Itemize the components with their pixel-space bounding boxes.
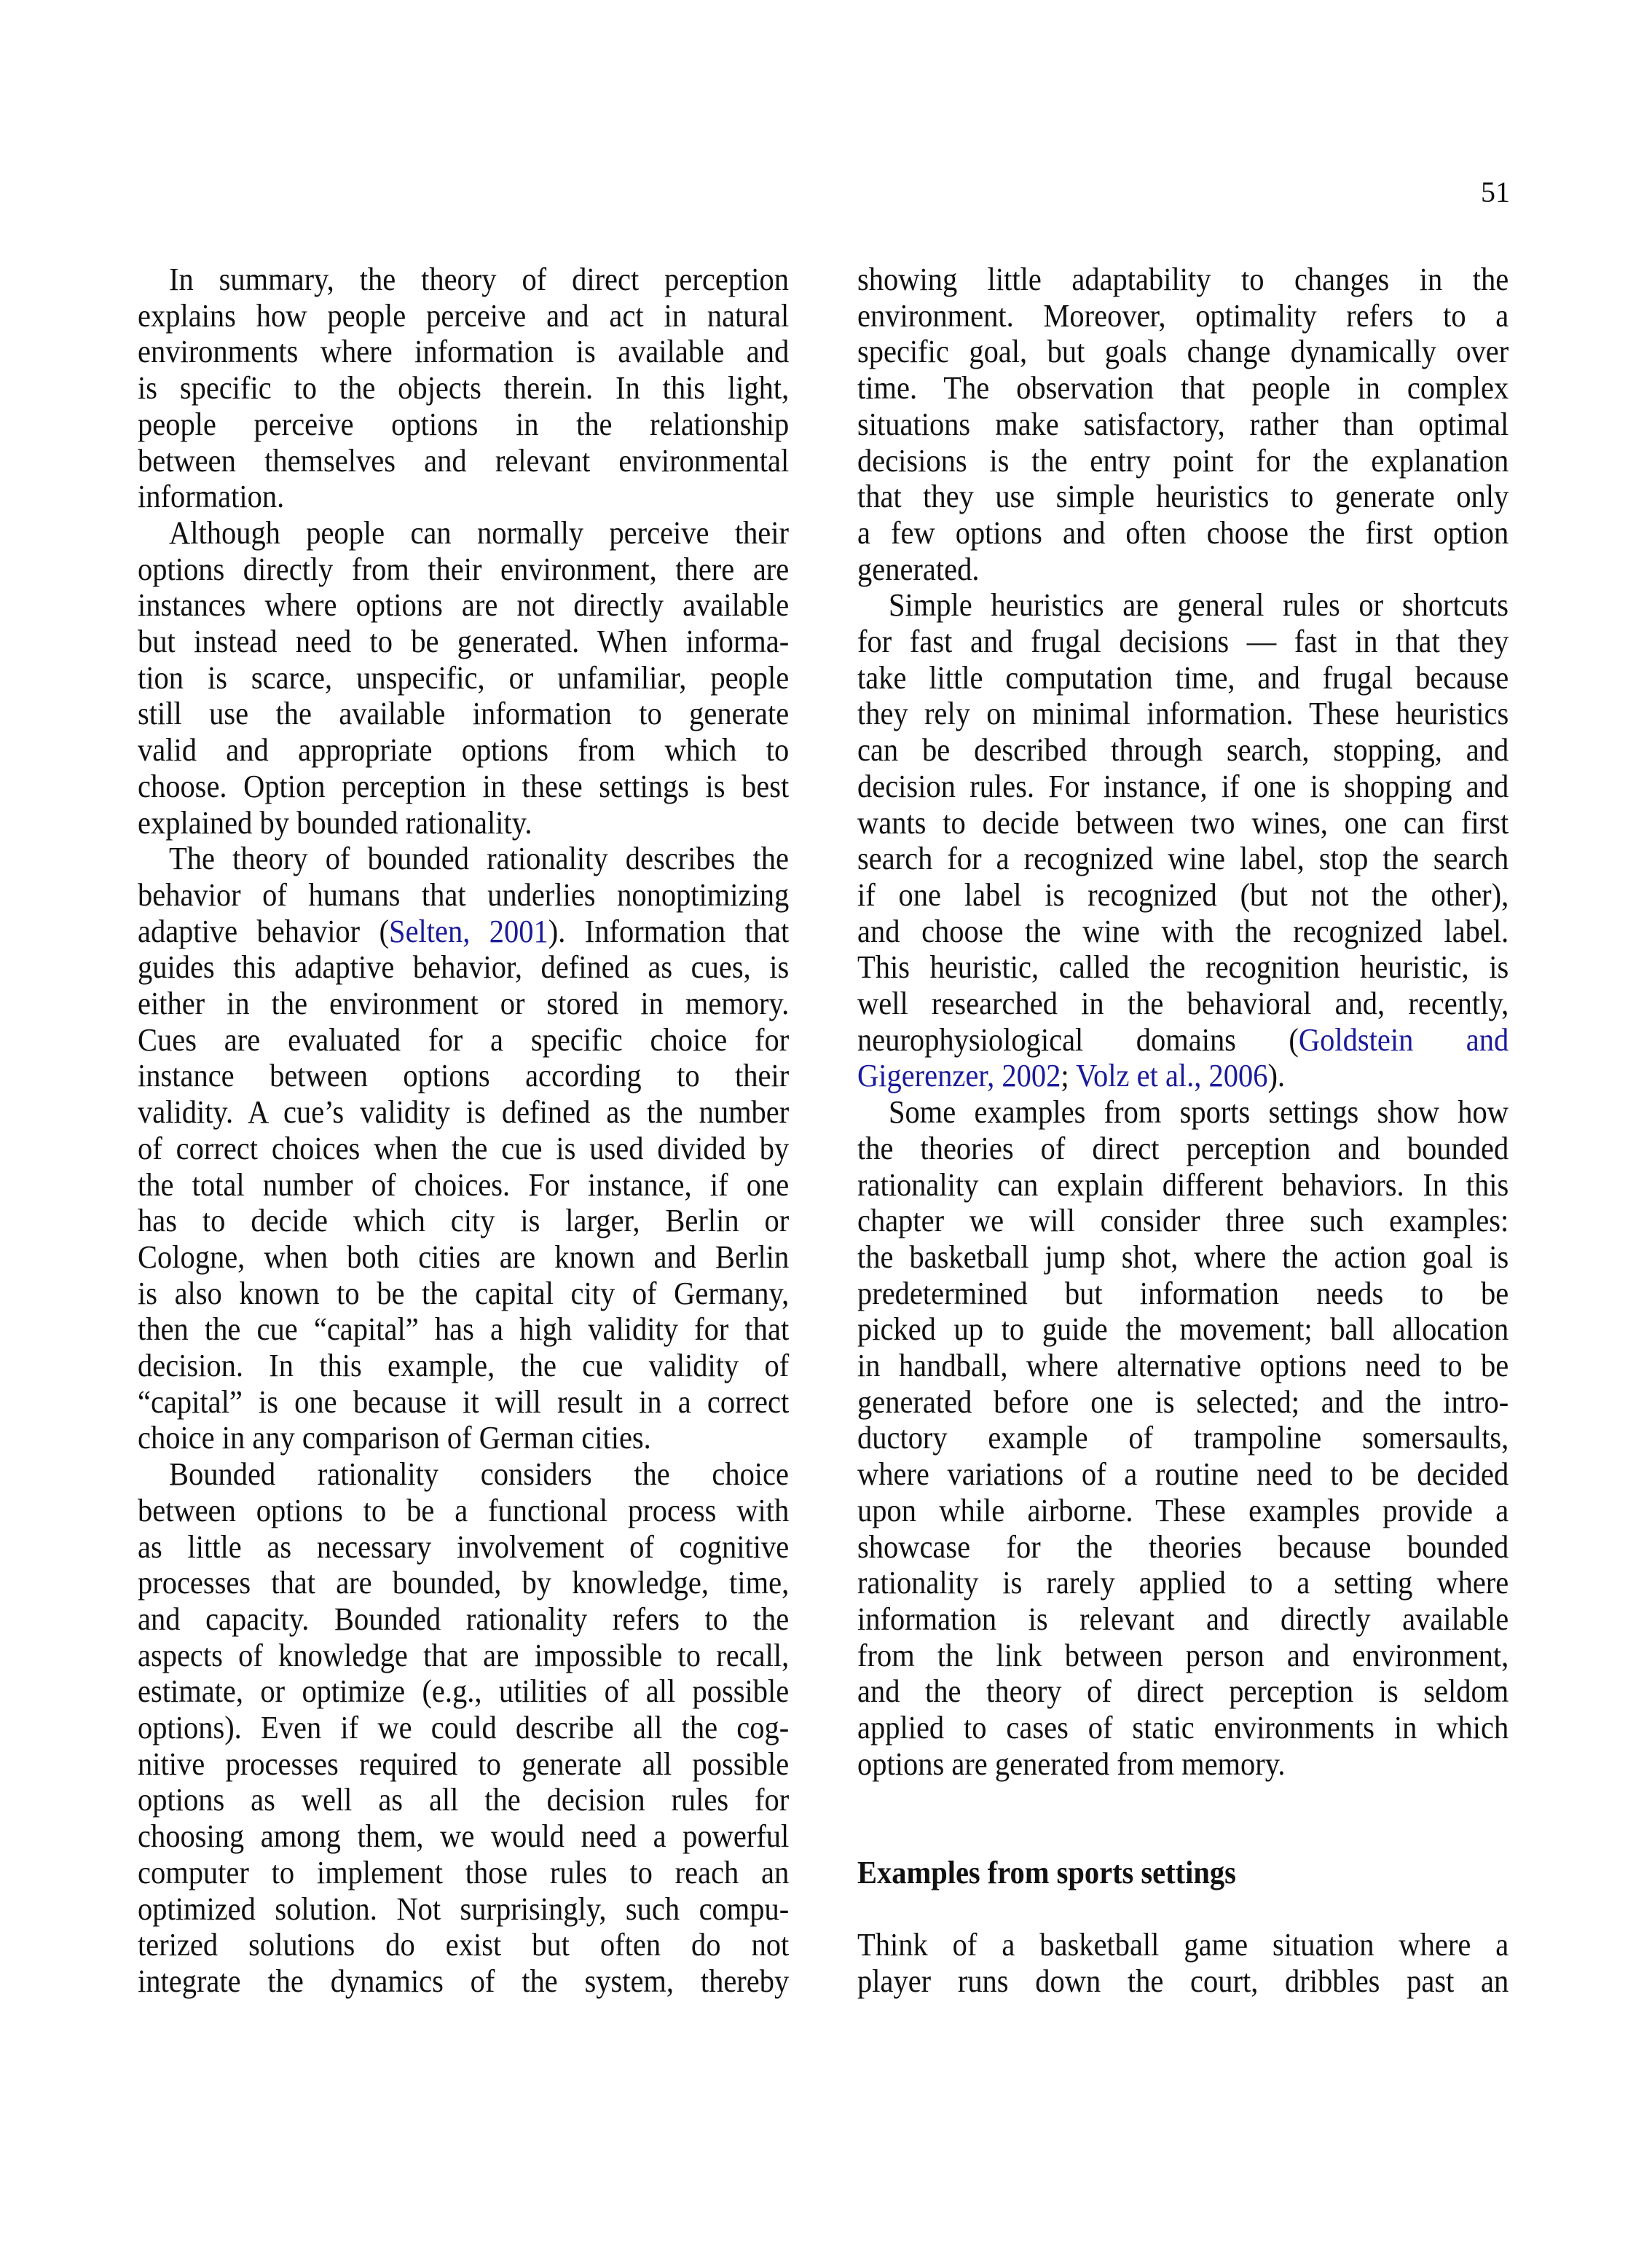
text-line: [857, 841, 1509, 877]
text-line: [138, 1746, 789, 1783]
text-line: [138, 1384, 789, 1421]
citation-link[interactable]: Selten, 2001: [389, 913, 548, 949]
text-line: [857, 1927, 1509, 1963]
text-line: [138, 696, 789, 732]
text-line: [857, 1167, 1509, 1203]
text-line: [138, 334, 789, 370]
text-segment: time. The observation that people in complex: [857, 370, 1509, 407]
text-line: [138, 914, 789, 950]
text-line: [857, 515, 1509, 551]
text-segment: adaptive behavior (: [138, 913, 390, 949]
text-segment: but instead need to be generated. When informa-: [138, 624, 790, 659]
text-segment: optimized solution. Not surprisingly, such compu-: [138, 1890, 790, 1927]
text-segment: Examples from sports settings: [857, 1854, 1236, 1890]
text-segment: nitive processes required to generate all possible: [138, 1746, 790, 1782]
text-segment: choosing among them, we would need a powerful: [138, 1818, 790, 1855]
citation-link[interactable]: Volz et al., 2006: [1076, 1058, 1268, 1094]
text-segment: specific goal, but goals change dynamically over: [857, 334, 1509, 370]
text-line: [857, 1311, 1509, 1348]
text-line: [857, 1203, 1509, 1239]
section-heading: [857, 1855, 1509, 1891]
text-line: [138, 949, 789, 986]
text-segment: for fast and frugal decisions — fast in that they: [857, 624, 1509, 659]
text-segment: and the theory of direct perception is seldom: [857, 1673, 1509, 1710]
text-line: [138, 1927, 789, 1963]
page-number: 51: [1481, 176, 1510, 208]
text-line: [857, 660, 1509, 696]
text-line: [138, 298, 789, 334]
text-segment: still use the available information to generate: [138, 696, 790, 732]
text-line: [138, 1094, 789, 1131]
text-line: [857, 696, 1509, 732]
text-line: [857, 1022, 1509, 1059]
text-line: [857, 551, 1509, 588]
text-segment: aspects of knowledge that are impossible to recall,: [138, 1637, 790, 1673]
text-line: [857, 1348, 1509, 1384]
text-line: [138, 1638, 789, 1674]
text-segment: applied to cases of static environments in which: [857, 1710, 1509, 1746]
text-line: [857, 732, 1509, 769]
text-line: [138, 1818, 789, 1855]
text-line: [138, 877, 789, 914]
text-line: [138, 1167, 789, 1203]
text-line: [857, 1638, 1509, 1674]
text-segment: can be described through search, stopping, and: [857, 732, 1509, 769]
text-segment: in handball, where alternative options need to be: [857, 1348, 1509, 1383]
text-segment: instance between options according to their: [138, 1058, 790, 1094]
text-line: [138, 986, 789, 1022]
text-line: [857, 769, 1509, 805]
text-segment: wants to decide between two wines, one can first: [857, 804, 1509, 841]
text-segment: situations make satisfactory, rather than optimal: [857, 406, 1509, 442]
text-line: [857, 443, 1509, 479]
text-segment: rationality is rarely applied to a setting where: [857, 1565, 1509, 1601]
text-segment: information.: [138, 479, 285, 515]
text-line: [857, 1384, 1509, 1421]
text-segment: Although people can normally perceive their: [169, 514, 789, 551]
text-line: [138, 769, 789, 805]
text-line: [138, 443, 789, 479]
text-segment: as little as necessary involvement of cognitive: [138, 1528, 790, 1565]
text-segment: that they use simple heuristics to generate only: [857, 479, 1509, 515]
text-segment: decisions is the entry point for the explanation: [857, 442, 1509, 479]
text-segment: guides this adaptive behavior, defined as cues, is: [138, 949, 790, 986]
text-line: [138, 1203, 789, 1239]
text-line: [857, 914, 1509, 950]
text-line: [857, 805, 1509, 841]
text-segment: options). Even if we could describe all the cog-: [138, 1710, 790, 1746]
text-segment: player runs down the court, dribbles past an: [857, 1963, 1509, 1999]
text-segment: upon while airborne. These examples provide a: [857, 1492, 1509, 1528]
text-line: [857, 1529, 1509, 1566]
text-line: [857, 1710, 1509, 1746]
text-segment: explains how people perceive and act in natural: [138, 297, 790, 334]
text-line: [138, 407, 789, 443]
text-segment: and choose the wine with the recognized label.: [857, 913, 1509, 949]
text-segment: where variations of a routine need to be decided: [857, 1456, 1509, 1493]
text-segment: a few options and often choose the first option: [857, 514, 1509, 551]
text-segment: options as well as all the decision rules for: [138, 1782, 790, 1818]
text-line: [857, 262, 1509, 298]
text-segment: is specific to the objects therein. In this light,: [138, 370, 790, 407]
text-segment: choose. Option perception in these settings is best: [138, 768, 790, 804]
text-segment: estimate, or optimize (e.g., utilities of all possible: [138, 1673, 790, 1710]
text-segment: decision rules. For instance, if one is shopping and: [857, 768, 1509, 804]
text-segment: ). Information that: [548, 913, 790, 949]
text-line: [138, 1276, 789, 1312]
text-line: [857, 1276, 1509, 1312]
text-line: [889, 587, 1509, 624]
text-segment: well researched in the behavioral and, recently,: [857, 986, 1509, 1021]
text-line: [138, 1058, 789, 1094]
text-segment: picked up to guide the movement; ball allocation: [857, 1311, 1509, 1348]
text-line: [138, 732, 789, 769]
text-line: [138, 1022, 789, 1059]
text-segment: ;: [1061, 1058, 1077, 1094]
text-segment: the basketball jump shot, where the action goal is: [857, 1238, 1509, 1275]
text-line: [169, 1456, 789, 1493]
text-line: [889, 1094, 1509, 1131]
text-segment: and capacity. Bounded rationality refers to the: [138, 1601, 790, 1637]
text-segment: Cues are evaluated for a specific choice for: [138, 1021, 790, 1058]
text-line: [138, 660, 789, 696]
text-segment: choice in any comparison of German cities.: [138, 1420, 651, 1456]
text-segment: showcase for the theories because bounded: [857, 1528, 1509, 1565]
text-segment: ductory example of trampoline somersaults,: [857, 1420, 1509, 1456]
text-segment: the theories of direct perception and bounded: [857, 1130, 1509, 1166]
text-line: [857, 1239, 1509, 1276]
text-line: [138, 1963, 789, 2000]
text-segment: explained by bounded rationality.: [138, 804, 532, 841]
text-line: [857, 986, 1509, 1022]
text-line: [857, 1420, 1509, 1456]
text-line: [138, 1710, 789, 1746]
text-segment: between themselves and relevant environmental: [138, 442, 790, 479]
text-line: [857, 1058, 1509, 1094]
text-segment: This heuristic, called the recognition heuristic, is: [857, 949, 1509, 986]
text-line: [138, 1601, 789, 1638]
text-line: [169, 515, 789, 551]
text-line: [138, 1493, 789, 1529]
text-segment: showing little adaptability to changes in the: [857, 262, 1509, 297]
text-segment: behavior of humans that underlies nonoptimizing: [138, 876, 790, 913]
text-segment: Simple heuristics are general rules or shortcuts: [889, 587, 1509, 624]
text-line: [857, 298, 1509, 334]
text-segment: The theory of bounded rationality describes the: [169, 841, 789, 877]
text-segment: has to decide which city is larger, Berlin or: [138, 1203, 790, 1239]
text-line: [857, 949, 1509, 986]
citation-link[interactable]: Gigerenzer, 2002: [857, 1058, 1061, 1094]
text-line: [138, 1565, 789, 1601]
text-line: [857, 370, 1509, 407]
text-segment: Cologne, when both cities are known and Berlin: [138, 1238, 790, 1275]
text-line: [857, 334, 1509, 370]
text-segment: Some examples from sports settings show how: [889, 1094, 1509, 1131]
text-segment: tion is scarce, unspecific, or unfamiliar, people: [138, 659, 790, 696]
text-segment: valid and appropriate options from which to: [138, 732, 790, 769]
text-line: [857, 1131, 1509, 1167]
text-segment: processes that are bounded, by knowledge, time,: [138, 1565, 790, 1601]
text-segment: decision. In this example, the cue validity of: [138, 1348, 790, 1383]
text-segment: either in the environment or stored in memory.: [138, 986, 790, 1021]
text-line: [138, 551, 789, 588]
text-segment: the total number of choices. For instance, if one: [138, 1166, 790, 1203]
text-segment: options are generated from memory.: [857, 1746, 1286, 1782]
text-segment: environments where information is available and: [138, 334, 790, 370]
text-line: [138, 1420, 789, 1456]
text-segment: is also known to be the capital city of Germany,: [138, 1275, 790, 1311]
text-line: [857, 624, 1509, 660]
text-segment: then the cue “capital” has a high validity for that: [138, 1311, 790, 1348]
text-segment: take little computation time, and frugal because: [857, 659, 1509, 696]
text-line: [857, 1673, 1509, 1710]
text-line: [138, 1855, 789, 1891]
text-segment: they rely on minimal information. These heuristics: [857, 696, 1509, 732]
text-segment: In summary, the theory of direct perception: [169, 262, 789, 297]
text-line: [169, 841, 789, 877]
text-segment: ).: [1267, 1058, 1286, 1094]
text-line: [857, 1746, 1509, 1783]
text-segment: generated before one is selected; and the intro-: [857, 1383, 1509, 1420]
text-line: [857, 877, 1509, 914]
text-line: [138, 1239, 789, 1276]
text-line: [138, 1891, 789, 1928]
text-line: [138, 1348, 789, 1384]
text-segment: terized solutions do exist but often do not: [138, 1927, 790, 1963]
text-line: [169, 262, 789, 298]
text-segment: options directly from their environment, there are: [138, 551, 790, 587]
text-segment: if one label is recognized (but not the other),: [857, 876, 1509, 913]
text-segment: predetermined but information needs to be: [857, 1275, 1509, 1311]
text-segment: between options to be a functional process with: [138, 1492, 790, 1528]
text-segment: “capital” is one because it will result in a correct: [138, 1383, 790, 1420]
citation-link[interactable]: Goldstein and: [1298, 1021, 1509, 1058]
text-segment: information is relevant and directly available: [857, 1601, 1509, 1637]
text-line: [138, 1131, 789, 1167]
text-line: [857, 1493, 1509, 1529]
text-line: [138, 479, 789, 515]
text-line: [138, 805, 789, 841]
text-line: [857, 1601, 1509, 1638]
text-line: [138, 1529, 789, 1566]
text-line: [857, 1456, 1509, 1493]
text-line: [138, 1673, 789, 1710]
text-segment: computer to implement those rules to reach an: [138, 1854, 790, 1890]
text-segment: Bounded rationality considers the choice: [169, 1456, 789, 1493]
text-line: [857, 407, 1509, 443]
text-segment: validity. A cue’s validity is defined as the number: [138, 1094, 790, 1131]
text-segment: environment. Moreover, optimality refers to a: [857, 297, 1509, 334]
text-segment: generated.: [857, 551, 980, 587]
text-segment: search for a recognized wine label, stop the search: [857, 841, 1509, 877]
text-segment: of correct choices when the cue is used divided by: [138, 1130, 790, 1166]
text-segment: from the link between person and environment,: [857, 1637, 1509, 1673]
text-segment: people perceive options in the relationship: [138, 406, 790, 442]
text-line: [857, 479, 1509, 515]
text-line: [138, 1782, 789, 1818]
text-segment: integrate the dynamics of the system, thereby: [138, 1963, 790, 1999]
text-line: [138, 587, 789, 624]
text-line: [138, 624, 789, 660]
text-line: [857, 1963, 1509, 2000]
text-segment: rationality can explain different behaviors. In this: [857, 1166, 1509, 1203]
text-segment: chapter we will consider three such examples:: [857, 1203, 1509, 1239]
text-line: [138, 370, 789, 407]
text-segment: Think of a basketball game situation where a: [857, 1927, 1509, 1963]
text-line: [857, 1565, 1509, 1601]
text-segment: neurophysiological domains (: [857, 1021, 1299, 1058]
text-line: [138, 1311, 789, 1348]
text-segment: instances where options are not directly available: [138, 587, 790, 624]
